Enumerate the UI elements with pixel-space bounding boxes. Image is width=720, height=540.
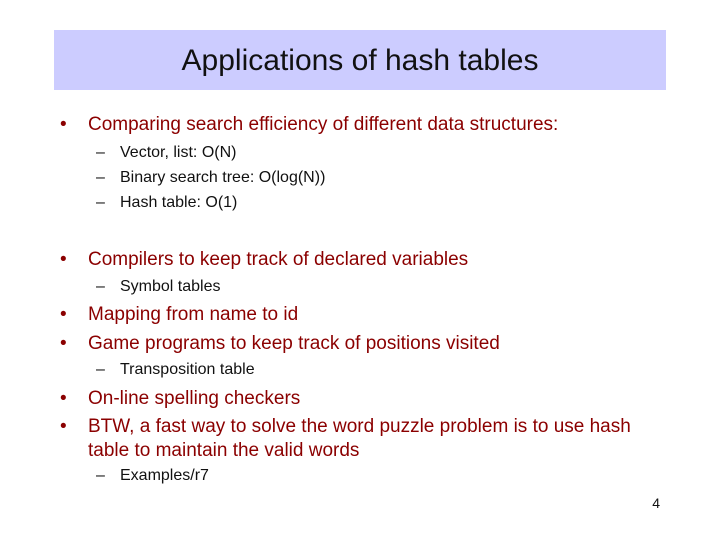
- dash-marker: –: [96, 144, 105, 161]
- dash-marker: –: [96, 169, 105, 186]
- bullet-marker: •: [60, 249, 67, 270]
- bullet-text: Game programs to keep track of positions visited: [88, 333, 500, 354]
- sub-item-text: Vector, list: O(N): [120, 144, 237, 161]
- slide-title-box: [54, 30, 666, 90]
- bullet-text: On-line spelling checkers: [88, 388, 301, 409]
- dash-marker: –: [96, 467, 105, 484]
- sub-item-text: Examples/r7: [120, 467, 209, 484]
- bullet-item-6-continuation: table to maintain the valid words: [88, 440, 360, 461]
- bullet-marker: •: [60, 416, 67, 437]
- bullet-text: Mapping from name to id: [88, 304, 299, 325]
- sub-item-text: Symbol tables: [120, 278, 221, 295]
- sub-item-text: Binary search tree: O(log(N)): [120, 169, 326, 186]
- bullet-text: Compilers to keep track of declared variables: [88, 249, 469, 270]
- bullet-marker: •: [60, 114, 67, 135]
- dash-marker: –: [96, 194, 105, 211]
- sub-item-text: Transposition table: [120, 361, 255, 378]
- dash-marker: –: [96, 278, 105, 295]
- bullet-marker: •: [60, 333, 67, 354]
- bullet-text: Comparing search efficiency of different data structures:: [88, 114, 559, 135]
- slide-title: Applications of hash tables: [181, 44, 539, 77]
- sub-item-text: Hash table: O(1): [120, 194, 238, 211]
- bullet-marker: •: [60, 304, 67, 325]
- bullet-marker: •: [60, 388, 67, 409]
- page-number: 4: [652, 495, 660, 511]
- bullet-text: BTW, a fast way to solve the word puzzle problem is to use hash: [88, 416, 631, 437]
- dash-marker: –: [96, 361, 105, 378]
